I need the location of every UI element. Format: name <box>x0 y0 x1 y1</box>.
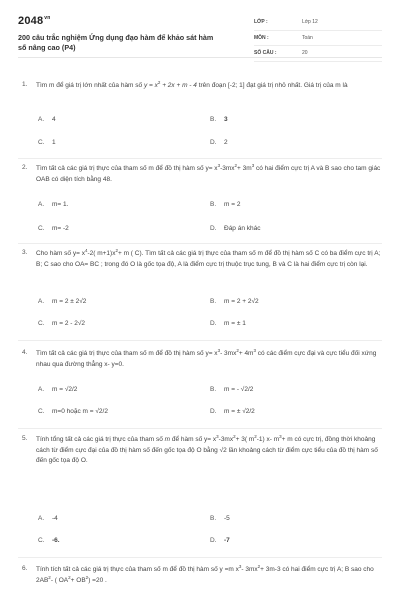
option-value: m = ± 1 <box>224 320 246 327</box>
option-label: A. <box>38 116 45 123</box>
option-label: C. <box>38 139 45 146</box>
option-label: D. <box>210 139 217 146</box>
document-meta <box>254 17 382 64</box>
meta-count <box>254 48 382 62</box>
option-b[interactable] <box>210 386 253 393</box>
option-value: 1 <box>52 139 56 146</box>
option-label: B. <box>210 298 217 305</box>
question-divider <box>18 243 382 244</box>
option-value: Đáp án khác <box>224 225 261 232</box>
question-divider <box>18 340 382 341</box>
meta-class <box>254 17 382 31</box>
option-c[interactable] <box>38 320 85 327</box>
question-text: Cho hàm số $y= x^4-2$( $m+1)x^2+ m$ ( C). Tìm tất cả các giá trị thực của tham số m để đồ thị hàm số C có ba điểm cực trị A; B; C sao cho OA= BC ; trong đó O là gốc tọa độ, A là điểm cực trị thuộc trục tung, B và C là hai điểm cực trị còn lại. <box>36 247 381 268</box>
meta-class-key: LỚP : <box>254 19 268 25</box>
question-number: 3. <box>22 249 28 256</box>
option-value: 2 <box>224 139 228 146</box>
logo-text: 2048 <box>18 15 44 27</box>
option-value: m= -2 <box>52 225 69 232</box>
option-value: -6. <box>52 537 60 544</box>
option-label: A. <box>38 201 45 208</box>
option-value: m = - √2/2 <box>224 386 254 393</box>
question-number: 5. <box>22 435 28 442</box>
option-c[interactable] <box>38 139 56 146</box>
option-value: -4 <box>52 515 58 522</box>
option-a[interactable] <box>38 298 86 305</box>
question-number: 2. <box>22 164 28 171</box>
option-label: A. <box>38 386 45 393</box>
option-b[interactable] <box>210 298 259 305</box>
option-label: A. <box>38 298 45 305</box>
option-value: m = 2 - 2√2 <box>52 320 86 327</box>
question-text: Tính tích tất cả các giá trị thực của tham số m để đồ thị hàm số y =m $x^3-$ $3mx^2+ 3m-3$ có hai điểm cực trị A; B sao cho $2AB^2-$ ( $OA^2+ OB^2) =20$ . <box>36 563 374 584</box>
option-label: D. <box>210 320 217 327</box>
option-value: m=0 hoặc m = √2/2 <box>52 408 108 415</box>
site-logo[interactable] <box>18 15 51 27</box>
option-value: 3 <box>224 116 228 123</box>
option-label: B. <box>210 201 217 208</box>
option-d[interactable] <box>210 408 255 415</box>
option-b[interactable] <box>210 116 228 123</box>
option-a[interactable] <box>38 515 58 522</box>
meta-class-value: Lớp 12 <box>302 19 318 25</box>
option-label: C. <box>38 225 45 232</box>
question-text: Tìm m để giá trị lớn nhất của hàm số $y = x^2 + 2x + m - 4$ trên đoạn [-2; 1] đạt giá trị nhỏ nhất. Giá trị của m là <box>36 79 348 89</box>
option-label: C. <box>38 408 45 415</box>
option-value: m = ± √2/2 <box>224 408 255 415</box>
option-value: m = 2 + 2√2 <box>224 298 259 305</box>
question-text: Tìm tất cả các giá trị thực của tham số m để đồ thị hàm số $y= x^3-3mx^2+ 3m^3$ có hai điểm cực trị A và B sao cho tam giác OAB có diện tích bằng 48. <box>36 162 381 183</box>
option-value: m = 2 ± 2√2 <box>52 298 87 305</box>
question-divider <box>18 428 382 429</box>
question-number: 6. <box>22 565 28 572</box>
option-d[interactable] <box>210 225 261 232</box>
meta-subject <box>254 33 382 47</box>
option-c[interactable] <box>38 225 69 232</box>
option-value: 4 <box>52 116 56 123</box>
option-d[interactable] <box>210 537 230 544</box>
option-label: B. <box>210 116 217 123</box>
meta-subject-value: Toán <box>302 34 313 41</box>
document-title: 200 câu trắc nghiệm Ứng dụng đạo hàm để khảo sát hàm số nâng cao (P4) <box>18 33 214 52</box>
question-number: 4. <box>22 349 28 356</box>
logo-mark: vn <box>44 15 51 22</box>
option-value: -5 <box>224 515 230 522</box>
option-a[interactable] <box>38 116 56 123</box>
meta-count-value: 20 <box>302 50 308 56</box>
document-header <box>18 10 382 58</box>
option-label: A. <box>38 515 45 522</box>
option-d[interactable] <box>210 320 246 327</box>
option-label: C. <box>38 320 45 327</box>
option-d[interactable] <box>210 139 228 146</box>
option-label: B. <box>210 386 217 393</box>
option-b[interactable] <box>210 201 240 208</box>
option-label: D. <box>210 537 217 544</box>
meta-subject-key: MÔN : <box>254 34 269 41</box>
option-a[interactable] <box>38 386 77 393</box>
question-text: Tìm tất cả các giá trị thực của tham số m để đồ thị hàm số $y= x^3-$ $3mx^2+ 4m^3$ có các điểm cực đại và cực tiểu đối xứng nhau qua đường thẳng x- y=0. <box>36 347 377 368</box>
option-label: C. <box>38 537 45 544</box>
option-label: B. <box>210 515 217 522</box>
option-c[interactable] <box>38 537 60 544</box>
option-c[interactable] <box>38 408 108 415</box>
option-b[interactable] <box>210 515 230 522</box>
option-label: D. <box>210 408 217 415</box>
question-divider <box>18 158 382 159</box>
option-value: -7 <box>224 537 230 544</box>
question-text: Tính tổng tất cả các giá trị thực của tham số m để hàm số $y= x^3-3mx^2+ 3$( $m^2-1$) x- $m^3+ m$ có cực trị, đồng thời khoảng cách từ điểm cực đại của đồ thị hàm số đến gốc tọa độ O bằng √2 lần khoảng cách từ điểm cực tiểu của đồ thị hàm số đến gốc tọa độ O. <box>36 433 378 464</box>
option-value: m = √2/2 <box>52 386 78 393</box>
question-number: 1. <box>22 81 28 88</box>
option-a[interactable] <box>38 201 68 208</box>
option-value: m = 2 <box>224 201 241 208</box>
option-label: D. <box>210 225 217 232</box>
option-value: m= 1. <box>52 201 69 208</box>
question-divider <box>18 557 382 558</box>
meta-count-key: SỐ CÂU : <box>254 50 277 56</box>
